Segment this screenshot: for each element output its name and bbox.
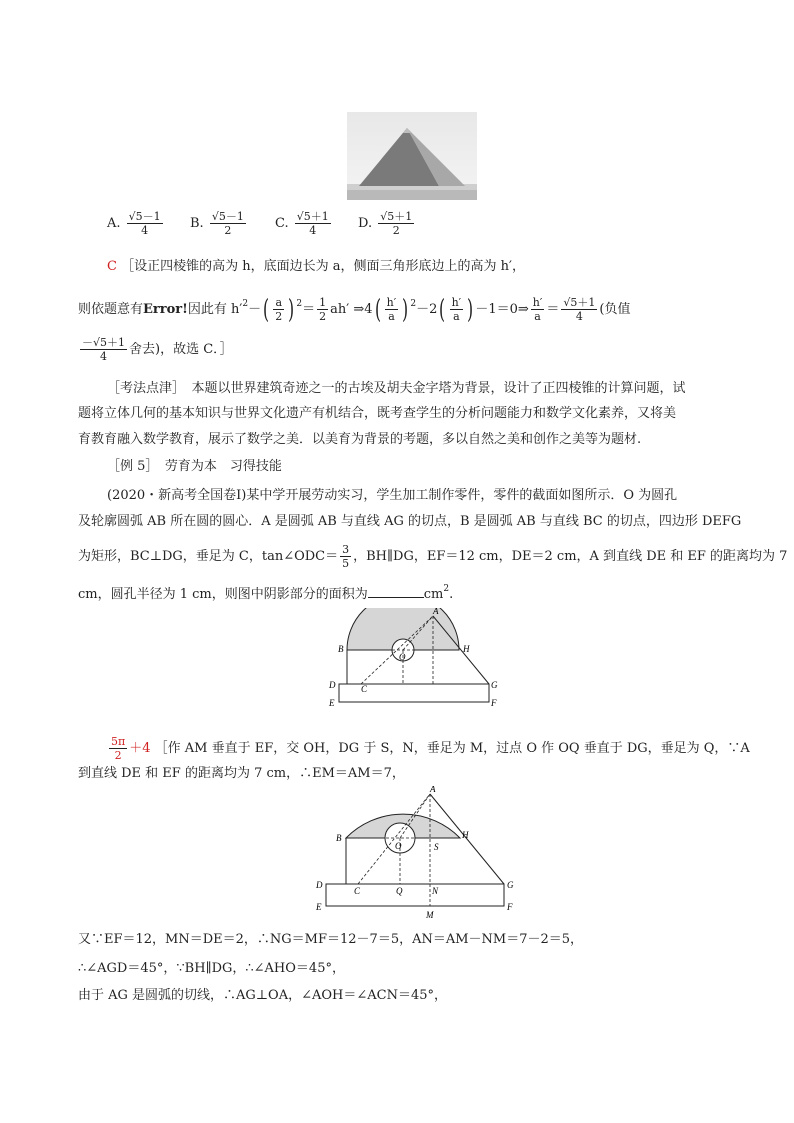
- answer-letter: C: [107, 259, 117, 274]
- fig2-label-n: N: [432, 886, 439, 896]
- answer1-line3: $\frac{-√5+1}{4}$ 舍去)，故选 C．］: [82, 336, 233, 363]
- fig2-label-a: A: [430, 786, 436, 794]
- fig2-label-e: E: [316, 902, 322, 912]
- figure-1: [325, 608, 505, 710]
- fig1-label-b: B: [338, 644, 344, 654]
- fig1-label-f: F: [491, 698, 497, 708]
- fig1-label-c: C: [361, 684, 368, 694]
- fig2-label-g: G: [507, 880, 514, 890]
- choice-a: A. $\frac{√5-1}{4}$: [107, 210, 161, 237]
- note-line3: 育教育融入数学教育，展示了数学之美．以美育为背景的考题，多以自然之美和创作之美等为题材.: [78, 432, 642, 447]
- answer-blank: [368, 585, 424, 598]
- fig2-label-q: Q: [396, 886, 403, 896]
- fig1-label-d: D: [329, 680, 336, 690]
- note-line2: 题将立体几何的基本知识与世界文化遗产有机结合，既考查学生的分析问题能力和数学文化素养，又将美: [78, 406, 677, 421]
- tail-line1: 又∵EF＝12，MN＝DE＝2，∴NG＝MF＝12－7＝5，AN＝AM－NM＝7－2＝5，: [78, 932, 584, 947]
- fig2-label-f: F: [507, 902, 513, 912]
- fig1-label-h: H: [463, 644, 470, 654]
- fig2-label-s: S: [434, 842, 439, 852]
- choice-b: B. $\frac{√5-1}{2}$: [190, 210, 244, 237]
- example-p1: (2020・新高考全国卷Ⅰ)某中学开展劳动实习，学生加工制作零件，零件的截面如图所示．O 为圆孔: [107, 488, 678, 503]
- fig2-label-m: M: [426, 910, 434, 920]
- fig1-label-g: G: [491, 680, 498, 690]
- fig2-label-b: B: [336, 833, 342, 843]
- answer1-line1: C ［设正四棱锥的高为 h，底面边长为 a，侧面三角形底边上的高为 h′，: [107, 259, 525, 274]
- choice-c: C. $\frac{√5+1}{4}$: [275, 210, 329, 237]
- answer1-line2: 则依题意有Error!因此有 $h'^2-$( $\frac{a}{2}$ ) $^2$＝ $\frac{1}{2}$ ah′ ⇒4( $\frac{h'}{a}$ ) $^2$－2( $\frac{h'}{a}$ ) －1＝0⇒ $\frac{h'}{a}$ ＝ $\frac{√5+1}{4}$ (负值: [78, 294, 631, 325]
- example-p4: cm，圆孔半径为 1 cm，则图中阴影部分的面积为 $cm^2$.: [78, 584, 454, 602]
- fig2-label-c: C: [354, 886, 361, 896]
- fig1-label-a: A: [433, 608, 439, 616]
- pyramid-photo: [347, 112, 477, 200]
- fig2-label-d: D: [316, 880, 323, 890]
- choice-d: D. $\frac{√5+1}{2}$: [358, 210, 413, 237]
- tail-line2: ∴∠AGD＝45°，∵BH∥DG，∴∠AHO＝45°，: [78, 961, 345, 976]
- note-line1: ［考法点津］ 本题以世界建筑奇迹之一的古埃及胡夫金字塔为背景，设计了正四棱锥的计算问题，试: [107, 381, 686, 396]
- fig1-label-o: O: [399, 652, 406, 662]
- example-p3: 为矩形，BC⊥DG，垂足为 C，tan∠ODC＝ $\frac{3}{5}$ ，BH∥DG，EF＝12 cm，DE＝2 cm，A 到直线 DE 和 EF 的距离均为 7: [78, 543, 788, 570]
- fig2-label-o: O: [395, 841, 402, 851]
- example-p2: 及轮廓圆弧 AB 所在圆的圆心．A 是圆弧 AB 与直线 AG 的切点，B 是圆弧 AB 与直线 BC 的切点，四边形 DEFG: [78, 514, 742, 529]
- answer2-line2: 到直线 DE 和 EF 的距离均为 7 cm，∴EM＝AM＝7，: [78, 766, 405, 781]
- figure-2: [312, 786, 518, 920]
- tail-line3: 由于 AG 是圆弧的切线，∴AG⊥OA，∠AOH＝∠ACN＝45°，: [78, 988, 448, 1003]
- fig1-label-e: E: [329, 698, 335, 708]
- answer2-line1: $\frac{5\pi}{2}$ ＋4 ［作 AM 垂直于 EF，交 OH，DG 于 S，N，垂足为 M，过点 O 作 OQ 垂直于 DG，垂足为 Q，∵A: [111, 735, 750, 762]
- fig2-label-h: H: [462, 830, 469, 840]
- example-heading: ［例 5］ 劳育为本 习得技能: [107, 459, 282, 474]
